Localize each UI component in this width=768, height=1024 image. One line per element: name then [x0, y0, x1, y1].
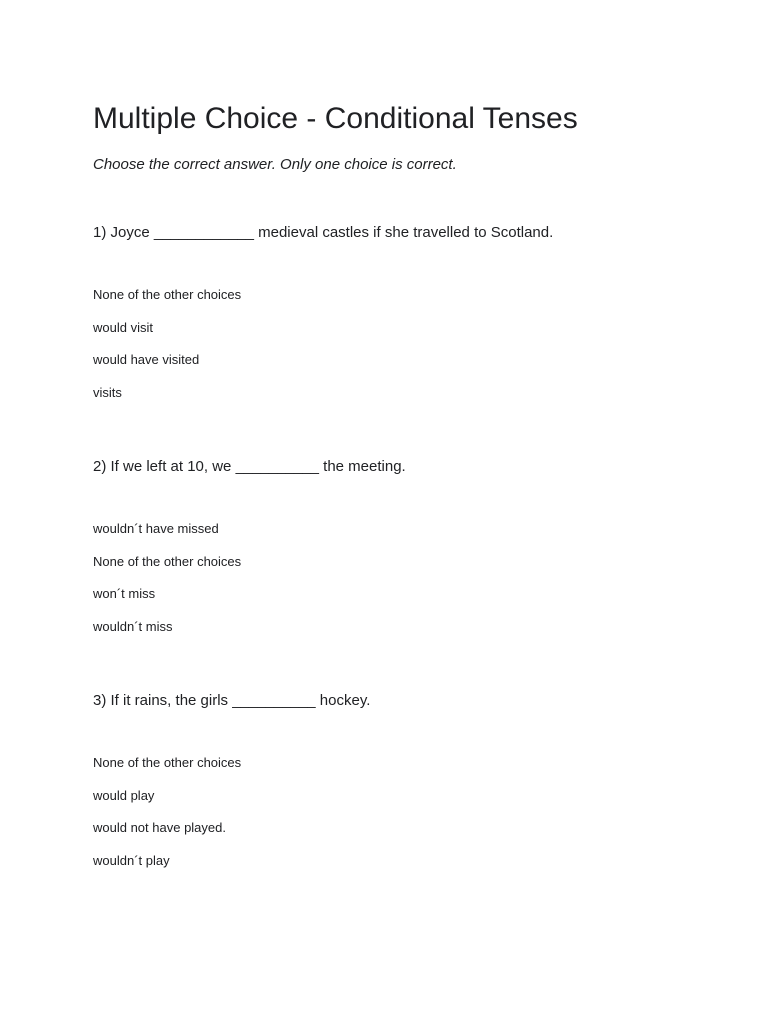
question-2-text: 2) If we left at 10, we __________ the meeting. — [93, 458, 406, 475]
question-2-choice-3[interactable]: won´t miss — [93, 586, 156, 601]
question-2 — [93, 458, 733, 634]
question-1-choice-2[interactable]: would visit — [93, 319, 153, 335]
question-1-choices — [93, 287, 241, 417]
question-1-text: 1) Joyce ____________ medieval castles if she travelled to Scotland. — [93, 224, 554, 241]
question-1-choice-4[interactable]: visits — [93, 384, 122, 400]
question-3-choice-1[interactable]: None of the other choices — [93, 755, 242, 770]
question-3-choice-2[interactable]: would play — [93, 787, 155, 803]
question-3-choices — [93, 755, 241, 885]
question-1 — [93, 224, 733, 400]
instructions-text: Choose the correct answer. Only one choice is correct. — [93, 156, 457, 173]
question-1-choice-3[interactable]: would have visited — [93, 352, 200, 367]
question-3-choice-4[interactable]: wouldn´t play — [93, 852, 170, 868]
question-3 — [93, 692, 733, 868]
question-2-choice-4[interactable]: wouldn´t miss — [93, 618, 173, 634]
question-2-choice-1[interactable]: wouldn´t have missed — [93, 521, 219, 536]
page-title: Multiple Choice - Conditional Tenses — [93, 102, 578, 135]
question-3-text: 3) If it rains, the girls __________ hockey. — [93, 692, 371, 709]
question-3-choice-3[interactable]: would not have played. — [93, 820, 226, 835]
question-1-choice-1[interactable]: None of the other choices — [93, 287, 242, 302]
question-2-choice-2[interactable]: None of the other choices — [93, 553, 242, 569]
question-2-choices — [93, 521, 241, 651]
